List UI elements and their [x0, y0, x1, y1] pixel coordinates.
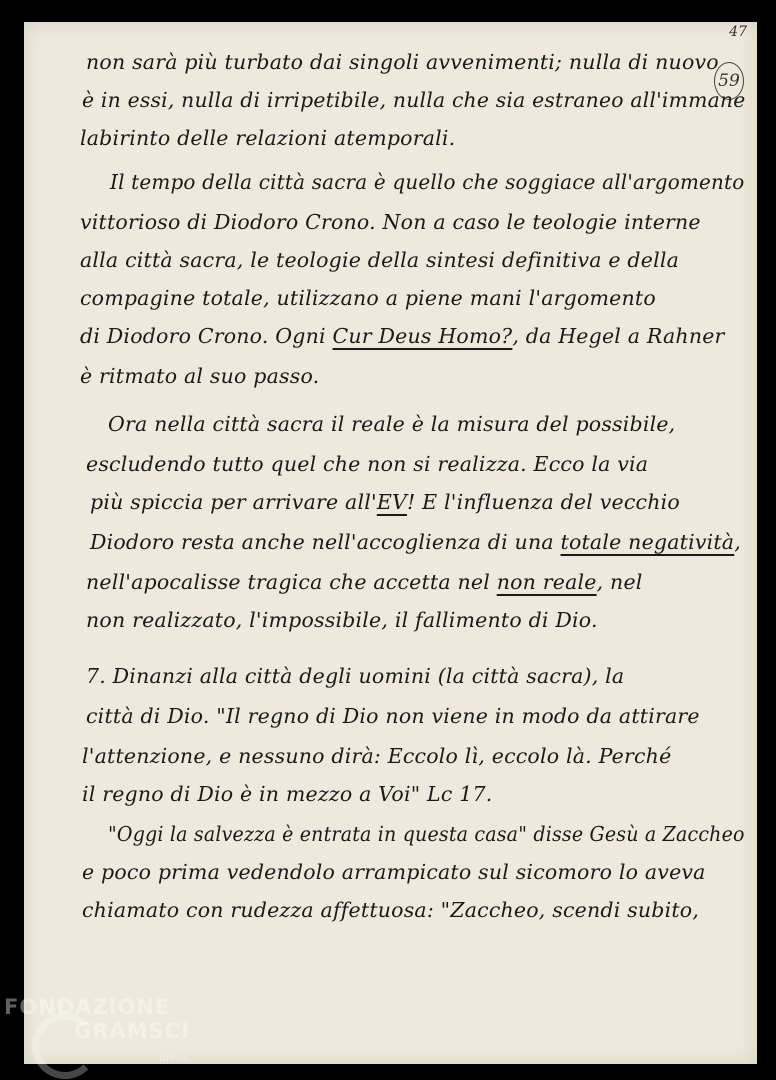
underlined-phrase: EV	[376, 490, 407, 514]
text-line: il regno di Dio è in mezzo a Voi" Lc 17.	[82, 782, 493, 806]
text-line: non sarà più turbato dai singoli avvenimenti; nulla di nuovo	[86, 50, 719, 74]
folio-number: 47	[729, 24, 747, 40]
underlined-phrase: non reale	[496, 570, 597, 594]
text-line: compagine totale, utilizzano a piene mani l'argomento	[80, 286, 656, 310]
text-line: l'attenzione, e nessuno dirà: Eccolo lì, eccolo là. Perché	[82, 744, 672, 768]
watermark-line-2: GRAMSCI	[74, 1019, 190, 1043]
text-line: non realizzato, l'impossibile, il fallimento di Dio.	[86, 608, 598, 632]
stamp-number: 59	[718, 71, 740, 91]
text-line: Il tempo della città sacra è quello che soggiace all'argomento	[110, 170, 745, 194]
text-segment: nell'apocalisse tragica che accetta nel	[86, 570, 490, 594]
text-segment: Diodoro resta anche nell'accoglienza di una	[90, 530, 554, 554]
text-segment: più spiccia per arrivare all'	[90, 490, 377, 514]
text-line	[80, 324, 725, 348]
text-segment: ! E l'influenza del vecchio	[407, 490, 680, 514]
watermark-logo	[4, 995, 194, 1075]
text-line	[86, 570, 643, 594]
text-line: labirinto delle relazioni atemporali.	[80, 126, 456, 150]
text-line	[90, 490, 680, 514]
underlined-phrase: Cur Deus Homo?	[332, 324, 513, 348]
underlined-phrase: totale negatività	[560, 530, 735, 554]
text-line: vittorioso di Diodoro Crono. Non a caso le teologie interne	[80, 210, 701, 234]
text-segment: ,	[734, 530, 741, 554]
text-line: "Oggi la salvezza è entrata in questa casa" disse Gesù a Zaccheo	[108, 822, 745, 846]
text-line: escludendo tutto quel che non si realizza. Ecco la via	[86, 452, 649, 476]
manuscript-page	[24, 22, 757, 1064]
text-segment: , nel	[596, 570, 643, 594]
text-line: 7. Dinanzi alla città degli uomini (la città sacra), la	[86, 664, 625, 688]
text-segment: di Diodoro Crono. Ogni	[80, 324, 326, 348]
text-line: e poco prima vedendolo arrampicato sul sicomoro lo aveva	[82, 860, 706, 884]
text-segment: , da Hegel a Rahner	[512, 324, 725, 348]
text-line: è ritmato al suo passo.	[80, 364, 320, 388]
text-line: Ora nella città sacra il reale è la misura del possibile,	[108, 412, 676, 436]
text-line: città di Dio. "Il regno di Dio non viene in modo da attirare	[86, 704, 700, 728]
watermark-line-1: FONDAZIONE	[4, 995, 171, 1019]
text-line: chiamato con rudezza affettuosa: "Zaccheo, scendi subito,	[82, 898, 700, 922]
text-line: alla città sacra, le teologie della sintesi definitiva e della	[80, 248, 680, 272]
watermark-line-3: onlus	[159, 1051, 189, 1064]
text-line: è in essi, nulla di irripetibile, nulla che sia estraneo all'immane	[82, 88, 746, 112]
text-line	[90, 530, 741, 554]
